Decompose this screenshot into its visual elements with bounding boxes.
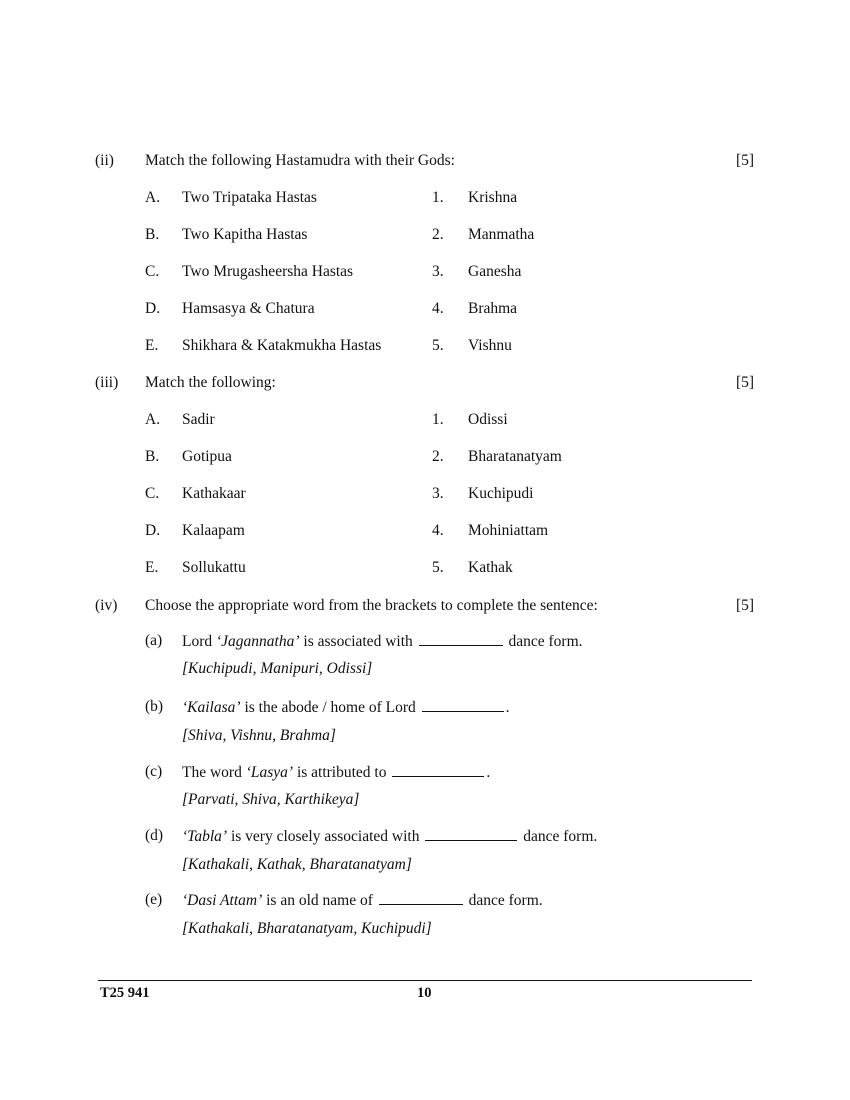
fill-item-sentence: The word ‘Lasya’ is attributed to . <box>182 764 491 781</box>
answer-blank <box>392 764 484 777</box>
match-right-item: Vishnu <box>468 337 512 354</box>
answer-blank <box>425 828 517 841</box>
match-left-label: E. <box>145 559 159 576</box>
match-right-item: Manmatha <box>468 226 535 243</box>
match-left-label: B. <box>145 226 160 243</box>
question-number: (iii) <box>95 374 119 391</box>
fill-item-sentence: ‘Kailasa’ is the abode / home of Lord . <box>182 699 510 716</box>
paper-code: T25 941 <box>100 985 150 1001</box>
fill-item-options: [Shiva, Vishnu, Brahma] <box>182 727 336 744</box>
fill-item-label: (c) <box>145 763 163 780</box>
match-left-label: C. <box>145 485 160 502</box>
question-marks: [5] <box>736 374 755 391</box>
match-left-item: Sadir <box>182 411 215 428</box>
fill-item-options: [Kathakali, Kathak, Bharatanatyam] <box>182 856 412 873</box>
match-left-item: Kathakaar <box>182 485 246 502</box>
question-text: Match the following Hastamudra with their Gods: <box>145 152 455 169</box>
key-term: ‘Dasi Attam’ <box>182 892 263 909</box>
fill-item-options: [Kathakali, Bharatanatyam, Kuchipudi] <box>182 920 432 937</box>
question-number: (iv) <box>95 597 118 614</box>
question-number: (ii) <box>95 152 114 169</box>
key-term: ‘Kailasa’ <box>182 699 241 716</box>
answer-blank <box>419 633 503 646</box>
key-term: ‘Lasya’ <box>245 764 294 781</box>
match-left-item: Two Tripataka Hastas <box>182 189 317 206</box>
answer-blank <box>422 699 504 712</box>
match-right-label: 3. <box>432 263 444 280</box>
match-right-item: Kuchipudi <box>468 485 534 502</box>
fill-item-label: (a) <box>145 632 163 649</box>
match-left-label: A. <box>145 411 161 428</box>
match-right-label: 5. <box>432 337 444 354</box>
fill-item-label: (b) <box>145 698 164 715</box>
match-right-item: Kathak <box>468 559 513 576</box>
footer-divider <box>98 980 752 981</box>
fill-item-sentence: ‘Dasi Attam’ is an old name of dance form. <box>182 892 543 909</box>
match-left-label: C. <box>145 263 160 280</box>
match-left-label: D. <box>145 522 161 539</box>
page-number: 10 <box>417 985 432 1001</box>
question-text: Choose the appropriate word from the brackets to complete the sentence: <box>145 597 598 614</box>
match-right-item: Odissi <box>468 411 508 428</box>
answer-blank <box>379 892 463 905</box>
match-left-item: Two Mrugasheersha Hastas <box>182 263 354 280</box>
match-right-item: Mohiniattam <box>468 522 549 539</box>
match-right-label: 4. <box>432 522 444 539</box>
question-text: Match the following: <box>145 374 276 391</box>
fill-item-label: (d) <box>145 827 164 844</box>
match-left-item: Shikhara & Katakmukha Hastas <box>182 337 382 354</box>
fill-item-sentence: ‘Tabla’ is very closely associated with dance form. <box>182 828 598 845</box>
match-right-item: Bharatanatyam <box>468 448 562 465</box>
match-left-label: E. <box>145 337 159 354</box>
match-left-label: D. <box>145 300 161 317</box>
match-left-label: A. <box>145 189 161 206</box>
fill-item-sentence: Lord ‘Jagannatha’ is associated with dance form. <box>182 633 583 650</box>
match-right-label: 2. <box>432 226 444 243</box>
match-left-label: B. <box>145 448 160 465</box>
match-right-item: Krishna <box>468 189 518 206</box>
match-right-item: Ganesha <box>468 263 522 280</box>
fill-item-label: (e) <box>145 891 163 908</box>
question-marks: [5] <box>736 597 755 614</box>
key-term: ‘Tabla’ <box>182 828 228 845</box>
match-right-label: 1. <box>432 411 444 428</box>
match-right-label: 5. <box>432 559 444 576</box>
match-left-item: Gotipua <box>182 448 232 465</box>
match-left-item: Hamsasya & Chatura <box>182 300 315 317</box>
match-left-item: Kalaapam <box>182 522 245 539</box>
match-right-label: 1. <box>432 189 444 206</box>
match-right-label: 3. <box>432 485 444 502</box>
match-right-label: 4. <box>432 300 444 317</box>
match-left-item: Two Kapitha Hastas <box>182 226 308 243</box>
match-right-item: Brahma <box>468 300 518 317</box>
fill-item-options: [Kuchipudi, Manipuri, Odissi] <box>182 660 373 677</box>
match-left-item: Sollukattu <box>182 559 246 576</box>
fill-item-options: [Parvati, Shiva, Karthikeya] <box>182 791 360 808</box>
key-term: ‘Jagannatha’ <box>216 633 300 650</box>
match-right-label: 2. <box>432 448 444 465</box>
question-marks: [5] <box>736 152 755 169</box>
